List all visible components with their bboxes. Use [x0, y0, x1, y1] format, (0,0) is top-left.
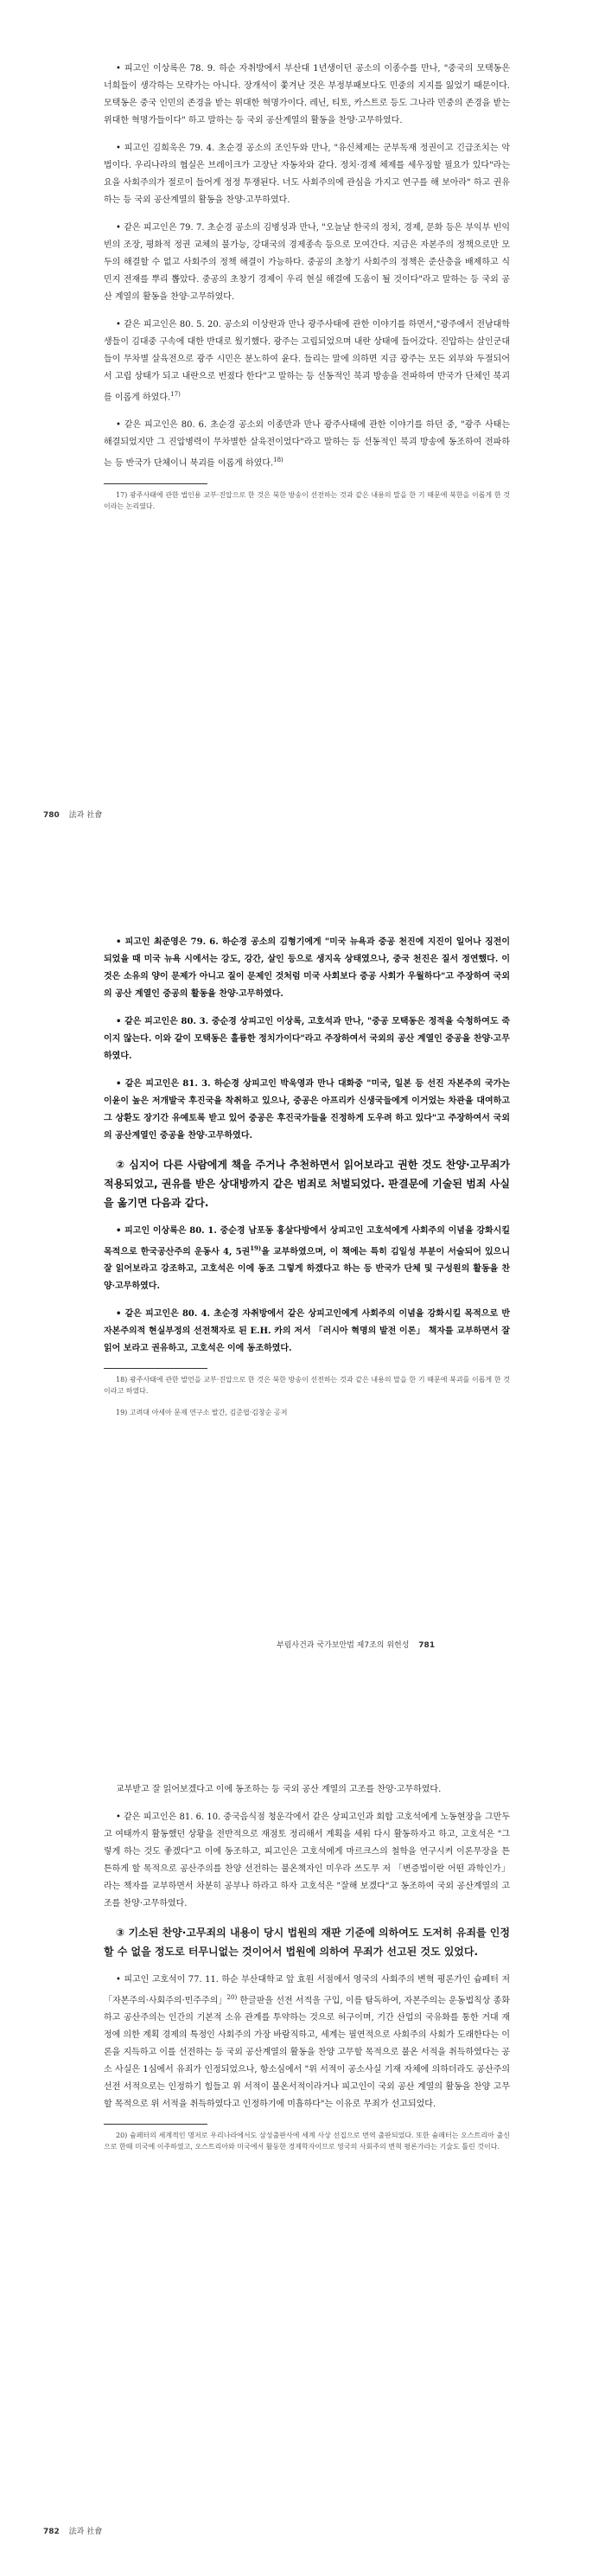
footnote: 20) 슘페터의 세계적인 명저로 우리나라에서도 삼성출판사에 세계 사상 선집으로 번역 출판되었다. 또한 슘페터는 오스트리아 출신으로 한때 미국에 이주하였고, 오스트리아와 미국에서 활동한 경제학자이므로 영국의 사회주의 변혁 평론가라는 기술도 틀린 것이다.	[104, 2132, 510, 2151]
paragraph: • 피고인 최준영은 79. 6. 하순경 공소의 김형기에게 "미국 뉴욕과 중공 천진에 지진이 일어나 징전이 되었을 때 미국 뉴욕 시에서는 강도, 강간, 살인 등으로 생지옥 상태였으나, 중국 천진은 질서 정연했다. 이것은 소유의 양이 문제가 아니고 질이 문제인 것처럼 미국 사회보다 중공 사회가 우월하다"고 주장하여 국외의 공산 계열인 중공의 활동을 찬양·고무하였다.	[104, 937, 510, 999]
page-780	[0, 0, 605, 865]
page-number: 781	[418, 1641, 436, 1650]
running-title: 法과 社會	[68, 2528, 103, 2536]
paragraph: • 같은 피고인은 79. 7. 초순경 공소의 김병성과 만나, "오늘날 한국의 정치, 경제, 문화 등은 부익부 빈익빈의 조장, 평화적 정권 교체의 불가능, 강대국의 경제종속 등으로 모여간다. 지금은 자본주의 정책으로만 모두의 해결할 수 없고 사회주의 정책 해결이 가능하다. 중공의 초창기 사회주의 정책은 준산층을 배제하고 식민지 전재를 뿌리 뽑았다. 중공의 초창기 경제이 우리 현실 해결에 도움이 될 것이다"라고 말하는 등 국외 공산 계열의 활동을 찬양·고무하였다.	[104, 223, 510, 302]
page-body	[104, 1781, 510, 2163]
footnote-rule	[104, 483, 207, 484]
page-number: 780	[43, 811, 60, 820]
paragraph: • 같은 피고인은 81. 6. 10. 중국음식점 청운각에서 같은 상피고인과 회합 고호석에게 노동현장을 그만두고 여태까지 활동했던 상황을 전반적으로 재점토 정리해서 계획을 세워 다시 활동하자고 하고, 고호석은 "그렇게 하는 것도 좋겠다"고 이에 동조하고, 피고인은 고호석에게 마르크스의 철학을 연구시켜 이론무장을 튼튼하게 할 목적으로 공산주의를 찬양 선전하는 불온책자인 미우라 쓰도무 저 「변증법이란 어떤 과학인가」라는 책자를 교부하면서 차분히 공부나 하라고 하자 고호석은 "잘해 보겠다"고 동조하여 국외 공산계열의 고조를 찬양·고무하였다.	[104, 1812, 510, 1908]
section-heading: ② 심지어 다른 사람에게 책을 주거나 추천하면서 읽어보라고 권한 것도 찬양·고무죄가 적용되었고, 권유를 받은 상대방까지 같은 범죄로 처벌되었다. 판결문에 기술된 범죄 사실을 옮기면 다음과 같다.	[104, 1159, 510, 1209]
footnote: 17) 광주사태에 관한 법인용 교부·진압으로 한 것은 북한 방송이 선전하는 것과 같은 내용의 말을 한 기 때문에 북한을 이롭게 한 것이라는 논리였다.	[104, 490, 510, 510]
running-title: 法과 社會	[68, 811, 103, 820]
paragraph: • 피고인 이상록은 80. 1. 중순경 남포동 홍살다방에서 상피고인 고호석에게 사회주의 이념을 강화시킬 목적으로 한국공산주의 운동사 4, 5권$^{19)}$을 교부하였으며, 이 책에는 특히 김일성 부분이 서술되어 있으니 잘 읽어보라고 강조하고, 고호석은 이에 동조 그렇게 하겠다고 하는 등 반국가 단체 및 구성원의 활동을 찬양·고무하였다.	[104, 1226, 510, 1292]
footnote: 18) 광주사태에 관한 발언을 교부·진압으로 한 것은 북한 방송이 선전하는 것과 같은 내용의 말을 한 기 때문에 북괴를 이롭게 한 것이라고 하였다.	[104, 1376, 510, 1396]
page-body	[104, 61, 510, 522]
footnote: 19) 고려대 아세아 문제 연구소 발간, 김준엽·김창순 공저	[116, 1409, 288, 1417]
page-781	[0, 865, 605, 1721]
paragraph: • 피고인 고호석이 77. 11. 하순 부산대학교 앞 효원 서점에서 영국의 사회주의 변혁 평론가인 슘페터 저 「자본주의·사회주의·민주주의」$^{20)}$ 한글판을 선전 서적을 구입, 이를 탐독하여, 자본주의는 운동법칙상 종화하고 공산주의는 인간의 기본적 소유 관계를 투약하는 것으로 허구이며, 기간 산업의 국유화를 통한 거대 재정에 의한 계획 경제의 특정인 사회주의 가장 바람직하고, 세계는 필연적으로 사회주의 사회가 도래한다는 이론을 지득하고 이를 선전하는 등 국외 공산계열의 활동을 찬양 고무할 목적으로 불온 서적을 취득하였다는 공소 사실은 1심에서 유죄가 인정되었으나, 항소심에서 "위 서적이 공소사실 기재 자체에 의하더라도 공산주의 선전 서적으로는 인정하기 힘들고 위 서적이 불온서적이라거나 피고인이 국외 공산 계열의 활동을 찬양 고무할 목적으로 위 서적을 취득하였다고 인정하기에 미흡하다"는 이유로 무죄가 선고되었다.	[104, 1975, 511, 2110]
folio	[43, 2525, 102, 2536]
paragraph: • 같은 피고인은 80. 6. 초순경 공소외 이종만과 만나 광주사태에 관한 이야기를 하던 중, "광주 사태는 해결되었지만 그 진압병력이 무차별한 살육전이었다"라고 말하는 등 선동적인 북괴 방송에 동조하여 전파하는 등 반국가 단체이니 북괴를 이롭게 하였다.$^{18)}$	[104, 420, 510, 469]
footnote-rule	[104, 1368, 207, 1369]
paragraph: • 같은 피고인은 80. 5. 20. 공소외 이상란과 만나 광주사태에 관한 이야기를 하면서,"광주에서 전남대학생들이 김대중 구속에 대한 반대로 웠기했다. 광주는 고립되었으며 내란 상태에 들어갔다. 진압하는 살인군대들이 무차별 살육전으로 광주 시민은 분노하여 윤다. 들리는 말에 의하면 지금 광주는 모든 외부와 두절되어서 고립 상태가 되고 내란으로 번졌다 한다"고 말하는 등 선동적인 북괴 방송을 전파하여 반국가 단체인 북괴를 이롭게 하였다.$^{17)}$	[104, 320, 510, 403]
paragraph: • 피고인 이상록은 78. 9. 하순 자취방에서 부산대 1년생이던 공소의 이종수를 만나, "중국의 모택동은 너희들이 생각하는 모략가는 아니다. 장개석이 쫓겨난 것은 부정부패보다도 민중의 지지를 잃었기 때문이다. 모택동은 중국 인민의 존경을 받는 위대한 혁명가이다. 레닌, 티토, 카스트로 등도 그나라 민중의 존경을 받는 위대한 혁명가들이다" 하고 말하는 등 국외 공산계열의 활동을 찬양·고무하였다.	[104, 64, 510, 125]
paragraph: • 같은 피고인은 80. 3. 중순경 상피고인 이상록, 고호석과 만나, "중공 모택동은 정적을 숙청하여도 죽이지 않는다. 이와 같이 모택동은 훌륭한 정치가이다"라고 주장하여서 국외의 공산 계열인 중공을 찬양·고무하였다.	[104, 1017, 510, 1061]
paragraph: • 같은 피고인은 80. 4. 초순경 자취방에서 같은 상피고인에게 사회주의 이념을 강화시킬 목적으로 반자본주의적 현실부정의 선전책자로 된 E.H. 카의 저서 「러시아 혁명의 발전 이론」 책자를 교부하면서 잘 읽어 보라고 권유하고, 고호석은 이에 동조하였다.	[104, 1309, 510, 1354]
page-body	[104, 934, 510, 1429]
footnote-rule	[104, 2124, 207, 2125]
running-title: 부림사건과 국가보안법 제7조의 위헌성	[277, 1641, 410, 1650]
folio	[277, 1639, 442, 1650]
folio	[43, 809, 102, 820]
paragraph: 교부받고 잘 읽어보겠다고 이에 동조하는 등 국외 공산 계열의 고조를 찬양·고무하였다.	[116, 1785, 442, 1794]
paragraph: • 피고인 김희욱은 79. 4. 초순경 공소의 조인두와 만나, "유신체제는 군부독재 정권이고 긴급조치는 악법이다. 우리나라의 협실은 브레이크가 고장난 자동차와 같다. 정치·경제 체제를 세우징할 필요가 있다"라는 요을 사회주의가 절로이 들어게 정정 투쟁된다. 너도 사회주의에 관심을 가지고 연구를 해 보아라" 하고 권유하는 등 국외 공산계열의 활동을 찬양·고무하였다.	[104, 144, 510, 205]
paragraph: • 같은 피고인은 81. 3. 하순경 상피고인 박욱영과 만나 대화중 "미국, 일본 등 선진 자본주의 국가는 이윤이 높은 저개발국 후진국을 착취하고 있으나, 중공은 아프리카 신생국들에게 이거었는 차관을 대여하고 그 상환도 장기간 유예토록 받고 있어 중공은 후진국가들을 진정하게 도우려 하고 있다"고 주장하여서 국외의 공산계열인 중공을 찬양·고무하였다.	[104, 1079, 510, 1141]
page-number: 782	[43, 2528, 60, 2536]
section-heading: ③ 기소된 찬양·고무죄의 내용이 당시 법원의 재판 기준에 의하여도 도저히 유죄를 인정할 수 없을 정도로 터무니없는 것이어서 법원에 의하여 무죄가 선고된 것도 있었다.	[104, 1927, 510, 1958]
page-782	[0, 1721, 605, 2576]
